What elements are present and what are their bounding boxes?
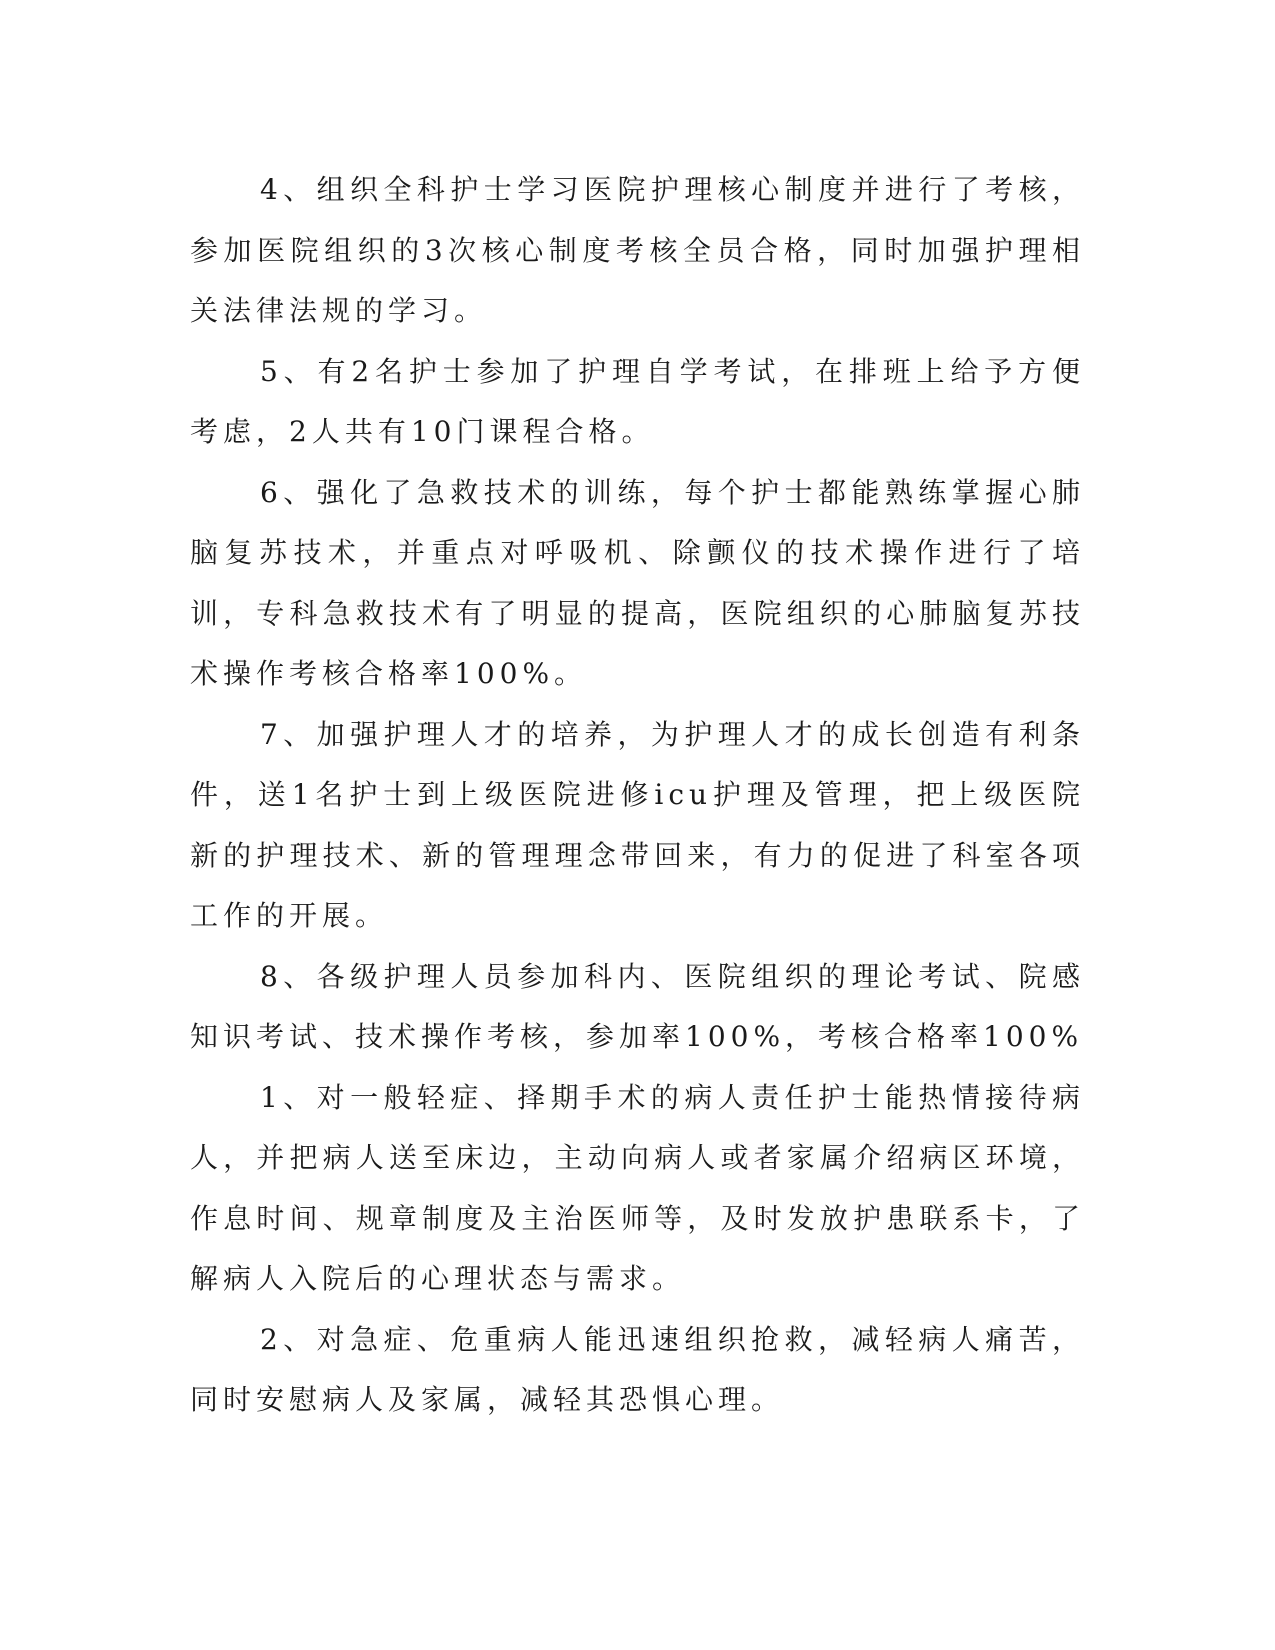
paragraph-item-5: 5、有2名护士参加了护理自学考试，在排班上给予方便考虑，2人共有10门课程合格。 — [190, 354, 1085, 448]
paragraph-item-7: 7、加强护理人才的培养，为护理人才的成长创造有利条件，送1名护士到上级医院进修icu护理及管理，把上级医院新的护理技术、新的管理理念带回来，有力的促进了科室各项工作的开展。 — [190, 717, 1085, 932]
paragraph-item-8: 8、各级护理人员参加科内、医院组织的理论考试、院感知识考试、技术操作考核，参加率100%，考核合格率100% — [190, 959, 1085, 1053]
document-body — [190, 160, 1085, 1431]
paragraph-item-6: 6、强化了急救技术的训练，每个护士都能熟练掌握心肺脑复苏技术，并重点对呼吸机、除颤仪的技术操作进行了培训，专科急救技术有了明显的提高，医院组织的心肺脑复苏技术操作考核合格率100%。 — [190, 475, 1085, 690]
paragraph-item-4: 4、组织全科护士学习医院护理核心制度并进行了考核，参加医院组织的3次核心制度考核全员合格，同时加强护理相关法律法规的学习。 — [190, 173, 1085, 327]
paragraph-item-2: 2、对急症、危重病人能迅速组织抢救，减轻病人痛苦，同时安慰病人及家属，减轻其恐惧心理。 — [190, 1322, 1085, 1416]
paragraph-item-1: 1、对一般轻症、择期手术的病人责任护士能热情接待病人，并把病人送至床边，主动向病人或者家属介绍病区环境，作息时间、规章制度及主治医师等，及时发放护患联系卡，了解病人入院后的心理状态与需求。 — [190, 1080, 1085, 1295]
